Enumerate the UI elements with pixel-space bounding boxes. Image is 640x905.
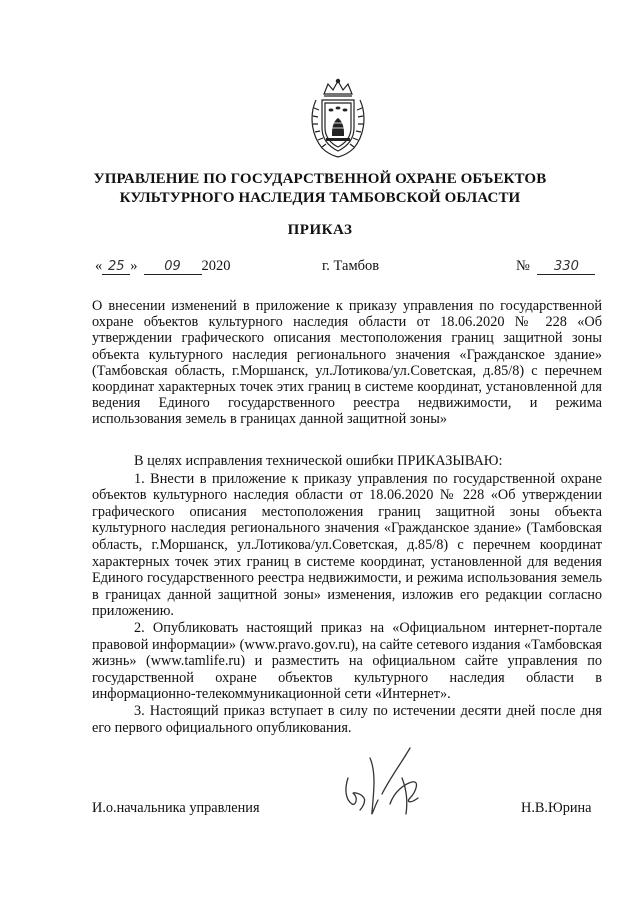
document-body: [92, 453, 602, 736]
tambov-coat-of-arms-icon: [302, 78, 374, 160]
body-item-3: 3. Настоящий приказ вступает в силу по истечении десяти дней после дня его первого официального опубликования.: [92, 702, 602, 736]
signatory-name: Н.В.Юрина: [521, 800, 592, 816]
date-quote-close: »: [130, 258, 138, 274]
document-date: [95, 258, 231, 275]
handwritten-signature: [330, 738, 440, 823]
number-label: №: [516, 258, 530, 274]
number-value: 330: [537, 259, 595, 275]
document-subject: О внесении изменений в приложение к приказу управления по государственной охране объектов культурного наследия области от 18.06.2020 № 228 «Об утверждении графического описания местоположения границ защитной зоны объекта культурного наследия регионального значения «Гражданское здание» (Тамбовская область, г.Моршанск, ул.Лотикова/ул.Советская, д.85/8) с перечнем координат характерных точек этих границ в системе координат, установленной для ведения Единого государственного реестра недвижимости, и режима использования земель в границах данной защитной зоны»: [92, 298, 602, 428]
document-number: [516, 258, 595, 275]
date-day: 25: [102, 259, 130, 275]
body-item-2: 2. Опубликовать настоящий приказ на «Официальном интернет-портале правовой информации» (www.pravo.gov.ru), на сайте сетевого издания «Тамбовская жизнь» (www.tamlife.ru) и разместить на официальном сайте управления по государственной охране объектов культурного наследия области в информационно-телекоммуникационной сети «Интернет».: [92, 619, 602, 703]
body-item-1: 1. Внести в приложение к приказу управления по государственной охране объектов культурного наследия области от 18.06.2020 № 228 «Об утверждении графического описания местоположения границ защитной зоны объекта культурного наследия регионального значения «Гражданское здание» (Тамбовская область, г.Моршанск, ул.Лотикова/ул.Советская, д.85/8) с перечнем координат характерных точек этих границ в системе координат, установленной для ведения Единого государственного реестра недвижимости, и режима использования земель в границах данной защитной зоны» изменения, изложив его редакции согласно приложению.: [92, 470, 602, 620]
body-lead: В целях исправления технической ошибки ПРИКАЗЫВАЮ:: [134, 453, 503, 469]
date-quote-open: «: [95, 258, 103, 274]
document-type-title: ПРИКАЗ: [287, 222, 353, 238]
date-year: 2020: [201, 258, 231, 274]
date-month: 09: [144, 259, 202, 275]
org-name-line-2: КУЛЬТУРНОГО НАСЛЕДИЯ ТАМБОВСКОЙ ОБЛАСТИ: [119, 190, 521, 206]
document-city: г. Тамбов: [322, 258, 380, 274]
org-name-line-1: УПРАВЛЕНИЕ ПО ГОСУДАРСТВЕННОЙ ОХРАНЕ ОБЪЕКТОВ: [93, 171, 547, 187]
signatory-role: И.о.начальника управления: [92, 800, 260, 816]
